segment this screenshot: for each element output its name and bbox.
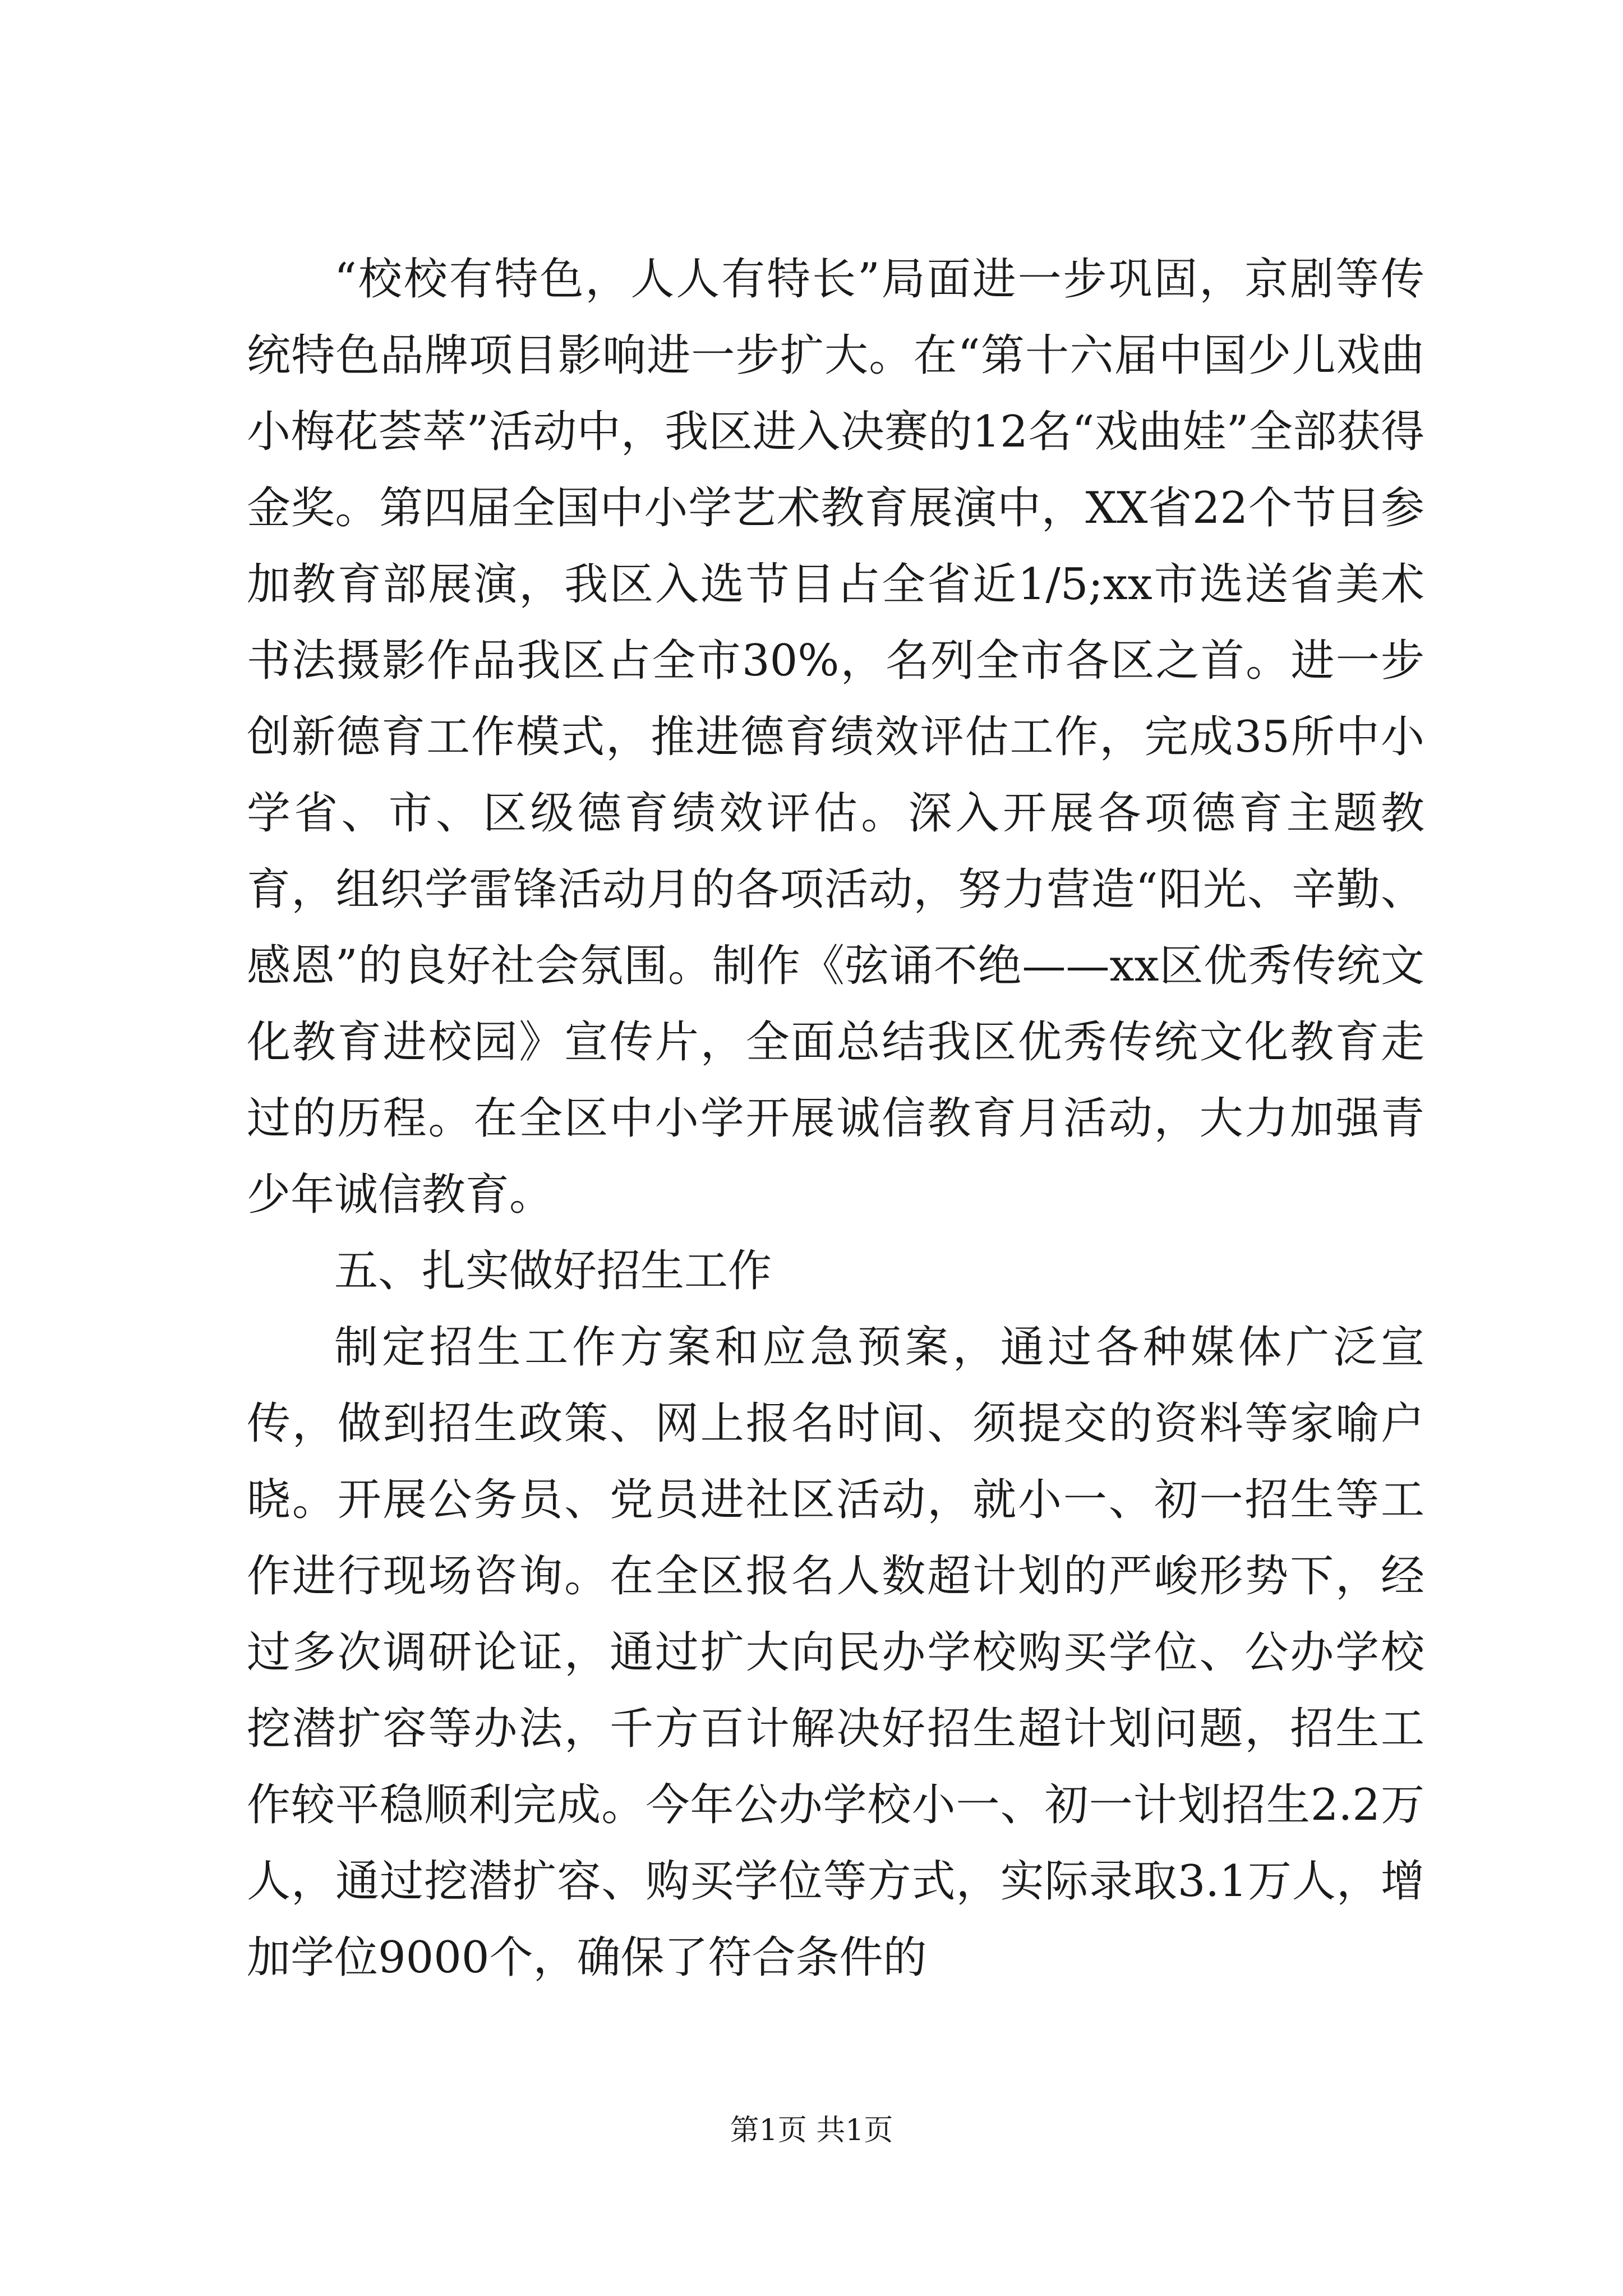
section-heading-enrollment: 五、扎实做好招生工作 [334, 1246, 772, 1296]
page-footer: 第1页 共1页 [730, 2114, 893, 2147]
paragraph-arts-education: “校校有特色，人人有特长”局面进一步巩固，京剧等传统特色品牌项目影响进一步扩大。在“第十六届中国少儿戏曲小梅花荟萃”活动中，我区进入决赛的12名“戏曲娃”全部获得金奖。第四届全国中小学艺术教育展演中，XX省22个节目参加教育部展演，我区入选节目占全省近1/5;xx市选送省美术书法摄影作品我区占全市30%，名列全市各区之首。进一步创新德育工作模式，推进德育绩效评估工作，完成35所中小学省、市、区级德育绩效评估。深入开展各项德育主题教育，组织学雷锋活动月的各项活动，努力营造“阳光、辛勤、感恩”的良好社会氛围。制作《弦诵不绝——xx区优秀传统文化教育进校园》宣传片，全面总结我区优秀传统文化教育走过的历程。在全区中小学开展诚信教育月活动，大力加强青少年诚信教育。 [247, 254, 1424, 1220]
paragraph-enrollment: 制定招生工作方案和应急预案，通过各种媒体广泛宣传，做到招生政策、网上报名时间、须提交的资料等家喻户晓。开展公务员、党员进社区活动，就小一、初一招生等工作进行现场咨询。在全区报名人数超计划的严峻形势下，经过多次调研论证，通过扩大向民办学校购买学位、公办学校挖潜扩容等办法，千方百计解决好招生超计划问题，招生工作较平稳顺利完成。今年公办学校小一、初一计划招生2.2万人，通过挖潜扩容、购买学位等方式，实际录取3.1万人，增加学位9000个，确保了符合条件的 [247, 1322, 1424, 1983]
document-body [247, 241, 1424, 1996]
